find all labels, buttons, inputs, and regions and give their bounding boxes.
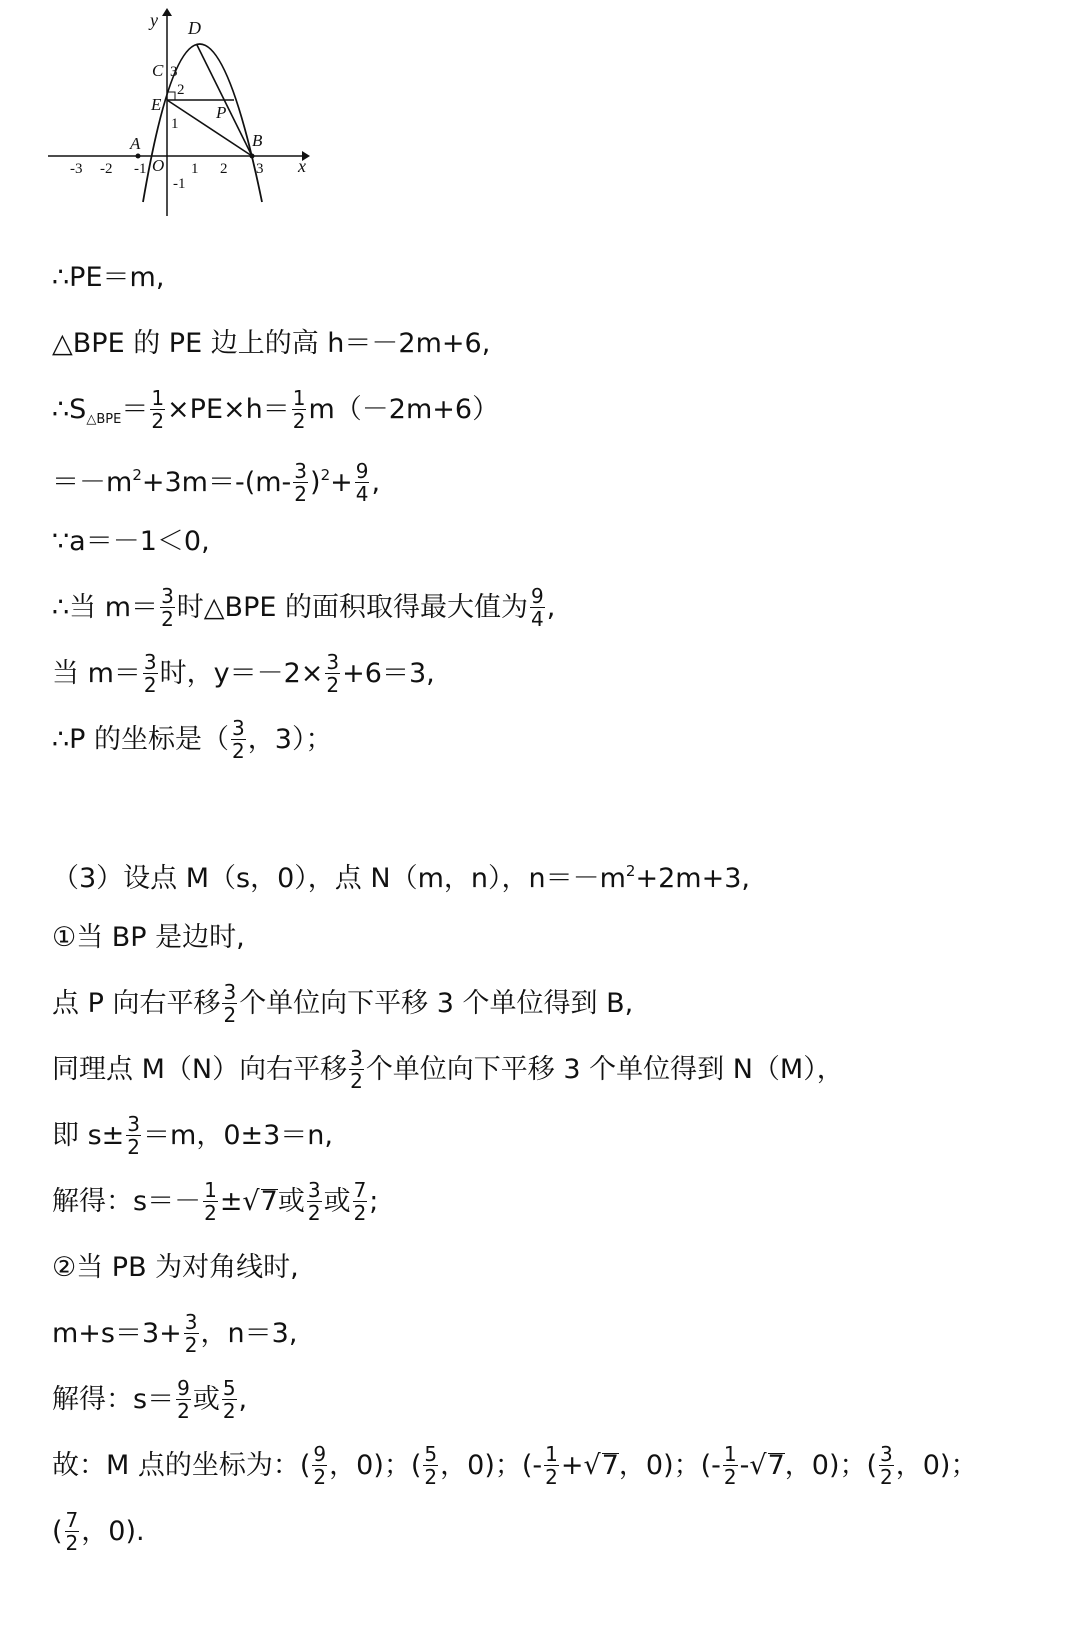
text-segment: ＝m，0±3＝n, <box>143 1119 333 1151</box>
solution-line <box>52 972 633 1034</box>
solution-line <box>52 1368 247 1430</box>
tick-x-neg3: -3 <box>70 161 83 177</box>
point-b-dot <box>250 154 255 159</box>
superscript: 2 <box>132 466 142 484</box>
fraction-numerator: 9 <box>355 459 369 483</box>
fraction <box>143 651 158 696</box>
solution-line <box>52 378 499 440</box>
fraction <box>222 1377 237 1422</box>
fraction-denominator: 2 <box>232 739 245 763</box>
text-segment: 点 P 向右平移 <box>52 987 221 1019</box>
text-segment: 即 s± <box>52 1119 125 1151</box>
text-segment: 当 m＝ <box>52 657 141 689</box>
fraction <box>325 651 340 696</box>
fraction-denominator: 2 <box>177 1399 190 1423</box>
label-origin: O <box>152 156 165 175</box>
fraction <box>307 1179 322 1224</box>
fraction-numerator: 1 <box>723 1442 737 1466</box>
solution-line <box>52 1434 977 1496</box>
fraction-numerator: 3 <box>223 980 237 1004</box>
text-segment: 或 <box>192 1383 220 1415</box>
fraction <box>353 1179 368 1224</box>
fraction-denominator: 2 <box>350 1069 363 1093</box>
text-segment: ①当 BP 是边时, <box>52 921 245 953</box>
tick-y-neg1: -1 <box>173 176 186 192</box>
radicand: 7 <box>601 1450 619 1481</box>
tick-y-1: 1 <box>171 116 179 132</box>
text-segment: ( <box>52 1515 63 1547</box>
fraction-numerator: 9 <box>313 1442 327 1466</box>
fraction-denominator: 2 <box>222 1399 236 1423</box>
fraction-numerator: 1 <box>545 1442 558 1466</box>
fraction <box>355 460 370 505</box>
solution-line <box>52 840 750 902</box>
text-segment: 解得：s＝－ <box>52 1185 202 1217</box>
fraction-numerator: 3 <box>143 650 157 674</box>
tick-y-3: 3 <box>170 64 178 80</box>
text-segment: +3m＝-(m- <box>141 466 292 498</box>
text-segment: ，0). <box>81 1515 145 1547</box>
fraction <box>126 1113 141 1158</box>
label-point-b: B <box>252 131 263 150</box>
fraction <box>879 1443 894 1488</box>
fraction-numerator: 3 <box>127 1112 141 1136</box>
solution-line <box>52 642 435 704</box>
text-segment: , <box>371 466 381 498</box>
text-segment: 个单位向下平移 3 个单位得到 B, <box>239 987 634 1019</box>
text-segment: ，n＝3, <box>200 1317 298 1349</box>
fraction-denominator: 2 <box>294 482 308 506</box>
fraction <box>160 585 175 630</box>
solution-line <box>52 1500 145 1562</box>
fraction-numerator: 1 <box>151 386 165 410</box>
fraction <box>293 460 308 505</box>
text-segment: ＝ <box>121 393 149 425</box>
text-segment: 时，y＝－2× <box>159 657 324 689</box>
label-point-p: P <box>216 103 227 122</box>
text-segment: ，0)； <box>895 1449 978 1481</box>
label-point-e: E <box>151 95 162 114</box>
fraction-numerator: 5 <box>424 1442 438 1466</box>
fraction-denominator: 2 <box>161 607 174 631</box>
superscript: 2 <box>625 862 636 880</box>
tick-x-neg2: -2 <box>100 161 113 177</box>
fraction <box>150 387 165 432</box>
text-segment: ×PE×h＝ <box>167 393 290 425</box>
text-segment: △BPE 的 PE 边上的高 h＝－2m+6, <box>52 327 491 359</box>
solution-line <box>52 246 164 308</box>
text-segment: ±√ <box>219 1185 260 1217</box>
text-segment: -√ <box>739 1449 767 1481</box>
fraction-denominator: 2 <box>353 1201 367 1225</box>
text-segment: （3）设点 M（s，0），点 N（m，n），n＝－m <box>52 862 626 894</box>
text-segment: 解得：s＝ <box>52 1383 175 1415</box>
fraction-numerator: 3 <box>880 1442 893 1466</box>
radicand: 7 <box>767 1450 785 1481</box>
fraction-numerator: 9 <box>177 1376 190 1400</box>
solution-line <box>52 444 380 506</box>
text-segment: ，0)；( <box>784 1449 878 1481</box>
text-segment: ∴当 m＝ <box>52 591 159 623</box>
tick-x-2: 2 <box>220 161 228 177</box>
text-segment: ∴P 的坐标是（ <box>52 723 230 755</box>
fraction <box>423 1443 438 1488</box>
solution-line <box>52 510 210 572</box>
solution-line <box>52 1104 333 1166</box>
fraction <box>723 1443 738 1488</box>
fraction-denominator: 2 <box>307 1201 321 1225</box>
subscript: △BPE <box>86 412 122 427</box>
fraction-numerator: 3 <box>184 1310 198 1334</box>
fraction-denominator: 2 <box>143 673 157 697</box>
text-segment: ，3）； <box>247 723 333 755</box>
fraction-denominator: 2 <box>223 1003 237 1027</box>
label-x: x <box>298 156 306 176</box>
fraction <box>530 585 545 630</box>
text-segment: +6＝3, <box>342 657 435 689</box>
label-point-a: A <box>130 134 141 153</box>
text-segment: ，0)；(- <box>440 1449 543 1481</box>
fraction-numerator: 1 <box>292 386 306 410</box>
solution-line <box>52 708 332 770</box>
fraction-denominator: 2 <box>723 1465 737 1489</box>
label-point-c: C <box>152 61 164 80</box>
tick-y-2: 2 <box>177 82 185 98</box>
fraction-numerator: 3 <box>294 459 308 483</box>
text-segment: +2m+3, <box>635 862 750 894</box>
solution-line <box>52 576 555 638</box>
text-segment: ∴S <box>52 393 87 425</box>
tick-x-neg1: -1 <box>134 161 147 177</box>
text-segment: ; <box>369 1185 379 1217</box>
fraction <box>184 1311 199 1356</box>
fraction-denominator: 2 <box>424 1465 438 1489</box>
text-segment: , <box>238 1383 248 1415</box>
fraction-denominator: 2 <box>313 1465 327 1489</box>
fraction <box>349 1047 364 1092</box>
text-segment: 故：M 点的坐标为：( <box>52 1449 311 1481</box>
y-axis-arrow <box>162 8 172 16</box>
fraction-denominator: 2 <box>326 673 340 697</box>
fraction-denominator: 2 <box>292 409 306 433</box>
fraction-numerator: 1 <box>204 1178 217 1202</box>
solution-line <box>52 312 490 374</box>
fraction-numerator: 3 <box>350 1046 363 1070</box>
parabola-figure <box>40 4 320 219</box>
fraction <box>231 717 246 762</box>
label-y: y <box>150 10 158 30</box>
text-segment: ＝－m <box>52 466 133 498</box>
text-segment: +√ <box>560 1449 601 1481</box>
superscript: 2 <box>320 466 331 484</box>
fraction-denominator: 2 <box>880 1465 893 1489</box>
text-segment: , <box>546 591 556 623</box>
text-segment: ) <box>310 466 321 498</box>
fraction <box>312 1443 327 1488</box>
fraction-denominator: 2 <box>204 1201 217 1225</box>
fraction <box>176 1377 191 1422</box>
fraction-denominator: 2 <box>127 1135 141 1159</box>
fraction-numerator: 3 <box>232 716 245 740</box>
text-segment: 时△BPE 的面积取得最大值为 <box>176 591 529 623</box>
text-segment: ，0)；( <box>329 1449 422 1481</box>
text-segment: 或 <box>277 1185 305 1217</box>
text-segment: ∴PE＝m, <box>52 261 165 293</box>
fraction-denominator: 2 <box>65 1531 79 1555</box>
text-segment: ②当 PB 为对角线时, <box>52 1251 299 1283</box>
fraction-numerator: 7 <box>353 1178 367 1202</box>
fraction-numerator: 3 <box>307 1178 321 1202</box>
text-segment: ，0)；(- <box>618 1449 721 1481</box>
fraction <box>544 1443 559 1488</box>
solution-line <box>52 1038 844 1100</box>
solution-line <box>52 1236 299 1298</box>
radicand: 7 <box>260 1186 278 1217</box>
solution-line <box>52 1170 378 1232</box>
fraction <box>65 1509 80 1554</box>
text-segment: 同理点 M（N）向右平移 <box>52 1053 348 1085</box>
text-segment: + <box>330 466 353 498</box>
fraction-numerator: 3 <box>326 650 340 674</box>
fraction-numerator: 3 <box>161 584 174 608</box>
fraction-numerator: 7 <box>65 1508 79 1532</box>
fraction-numerator: 5 <box>222 1376 236 1400</box>
fraction <box>292 387 307 432</box>
solution-line <box>52 906 245 968</box>
text-segment: m（－2m+6） <box>308 393 500 425</box>
label-point-d: D <box>188 18 201 38</box>
fraction-denominator: 4 <box>531 607 544 631</box>
fraction-denominator: 4 <box>355 482 369 506</box>
fraction-numerator: 9 <box>531 584 544 608</box>
text-segment: m+s＝3+ <box>52 1317 182 1349</box>
fraction <box>222 981 237 1026</box>
point-a-dot <box>136 154 141 159</box>
text-segment: ∵a＝－1＜0, <box>52 525 210 557</box>
text-segment: 个单位向下平移 3 个单位得到 N（M）， <box>365 1053 844 1085</box>
fraction-denominator: 2 <box>151 409 165 433</box>
solution-line <box>52 1302 297 1364</box>
tick-x-1: 1 <box>191 161 199 177</box>
text-segment: 或 <box>323 1185 351 1217</box>
fraction-denominator: 2 <box>184 1333 198 1357</box>
fraction-denominator: 2 <box>545 1465 558 1489</box>
fraction <box>203 1179 218 1224</box>
tick-x-3: 3 <box>256 161 264 177</box>
